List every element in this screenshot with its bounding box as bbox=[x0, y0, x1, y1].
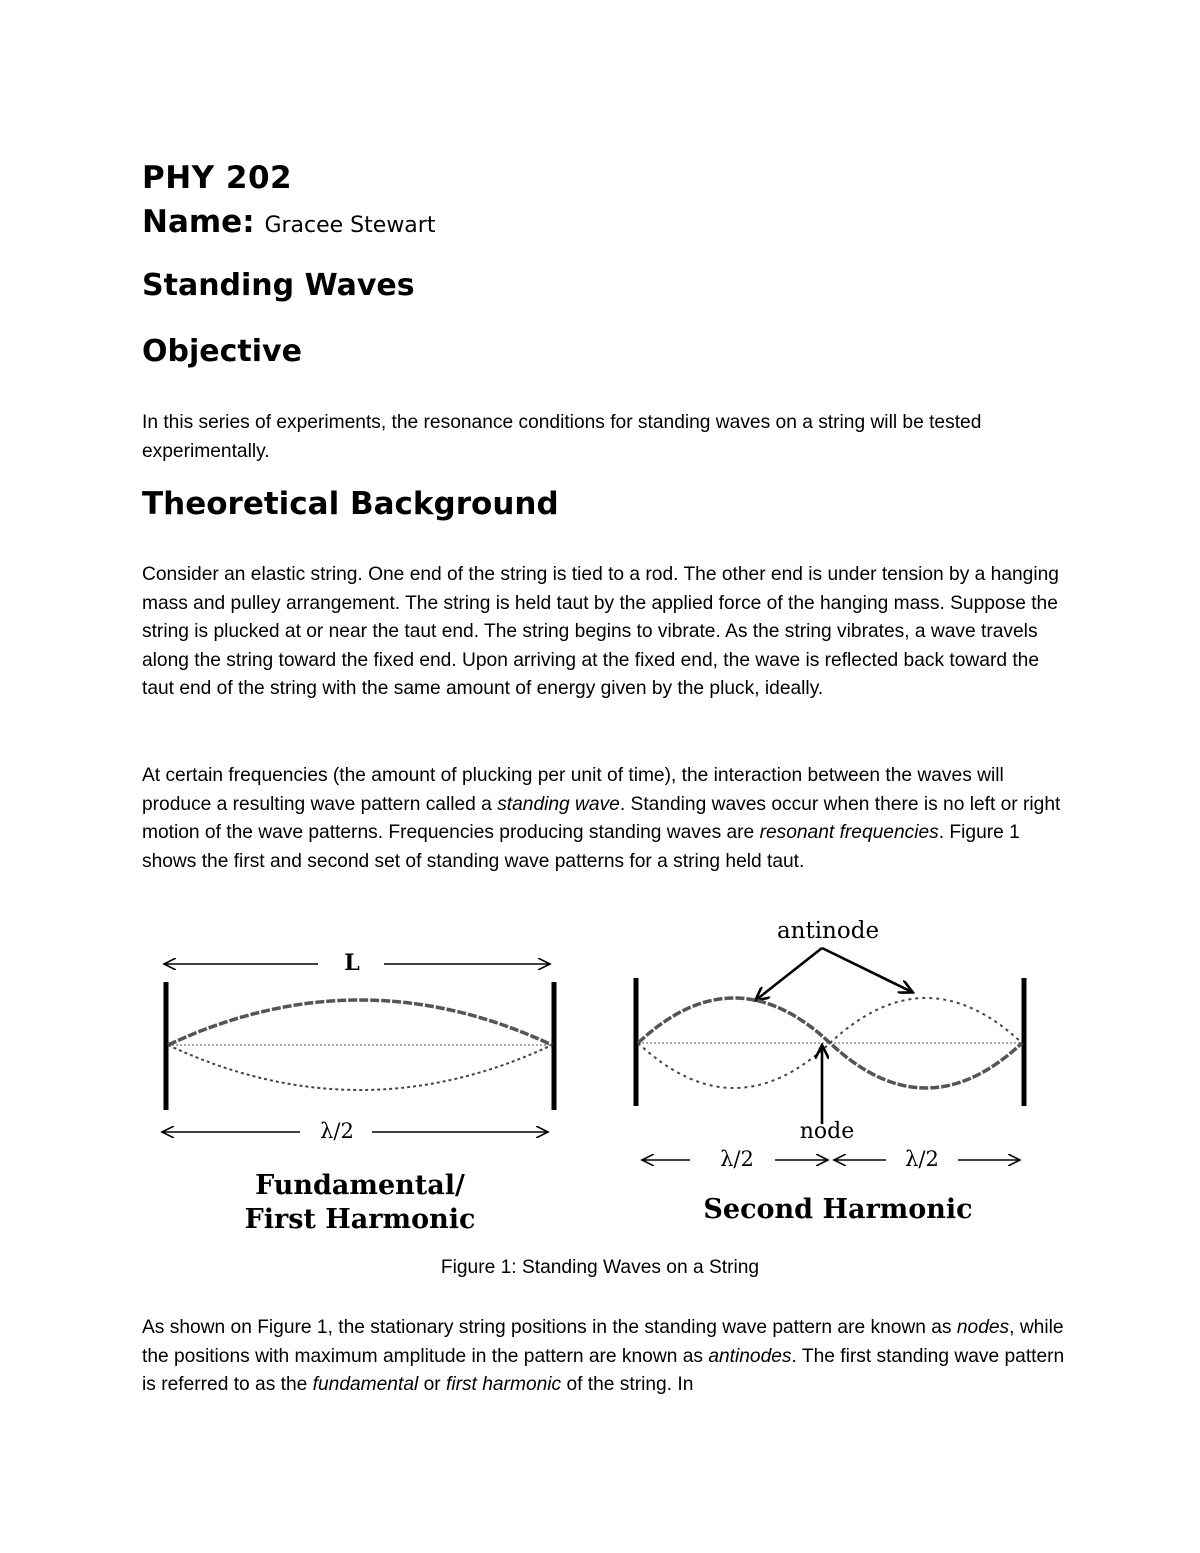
right-half-wave-label-2: λ/2 bbox=[905, 1147, 939, 1171]
term-nodes: nodes bbox=[956, 1317, 1010, 1338]
second-harmonic-title: Second Harmonic bbox=[703, 1194, 973, 1225]
document-title: Standing Waves bbox=[142, 268, 415, 303]
term-resonant-frequencies: resonant frequencies bbox=[759, 822, 939, 844]
p2-text-c: . Standing waves occur when there is no left or right motion of the wave patterns. Frequencies producing standing waves are bbox=[142, 793, 1061, 844]
antinode-arrow-2 bbox=[822, 948, 912, 992]
p3-text-g: or bbox=[418, 1374, 446, 1396]
theory-heading: Theoretical Background bbox=[142, 486, 559, 522]
p3-text-c: , while the positions with maximum amplitude in the pattern are known as bbox=[142, 1317, 1064, 1367]
p3-text-e: . The first standing wave pattern is referred to as the bbox=[142, 1345, 1065, 1396]
fundamental-title-line1: Fundamental/ bbox=[255, 1170, 465, 1201]
fundamental-diagram bbox=[162, 950, 554, 1235]
node-label: node bbox=[799, 1119, 855, 1144]
term-fundamental: fundamental bbox=[312, 1374, 419, 1396]
p3-text-i: of the string. In bbox=[561, 1374, 694, 1396]
length-label: L bbox=[344, 950, 360, 976]
p2-text-a: At certain frequencies (the amount of plucking per unit of time), the interaction between the waves will produce a resulting wave pattern called a bbox=[142, 765, 1004, 815]
theory-paragraph-2 bbox=[142, 762, 1072, 876]
half-wave-label-left: λ/2 bbox=[320, 1119, 354, 1143]
antinode-label: antinode bbox=[776, 918, 880, 944]
p2-text-e: . Figure 1 shows the first and second set of standing wave patterns for a string held taut. bbox=[142, 822, 1020, 872]
term-antinodes: antinodes bbox=[708, 1345, 792, 1367]
term-first-harmonic: first harmonic bbox=[445, 1374, 562, 1396]
fundamental-wave-upper bbox=[168, 1000, 552, 1045]
p3-text-a: As shown on Figure 1, the stationary string positions in the standing wave pattern are known as bbox=[142, 1317, 957, 1338]
second-harmonic-diagram bbox=[636, 918, 1024, 1225]
antinode-arrow-1 bbox=[756, 948, 822, 1000]
figure-svg bbox=[150, 912, 1050, 1242]
right-half-wave-label-1: λ/2 bbox=[720, 1147, 754, 1171]
objective-heading: Objective bbox=[142, 334, 302, 369]
name-label: Name: bbox=[142, 204, 255, 240]
course-heading: PHY 202 bbox=[142, 160, 293, 196]
term-standing-wave: standing wave bbox=[497, 793, 620, 815]
name-value: Gracee Stewart bbox=[264, 213, 436, 238]
objective-paragraph: In this series of experiments, the resonance conditions for standing waves on a string will be tested experimentally. bbox=[142, 412, 982, 462]
name-line bbox=[142, 204, 435, 240]
figure-standing-waves bbox=[150, 912, 1050, 1242]
fundamental-wave-lower bbox=[168, 1045, 552, 1090]
fundamental-title-line2: First Harmonic bbox=[244, 1204, 476, 1235]
figure-caption: Figure 1: Standing Waves on a String bbox=[440, 1257, 760, 1278]
theory-paragraph-1: Consider an elastic string. One end of the string is tied to a rod. The other end is under tension by a hanging mass and pulley arrangement. The string is held taut by the applied force of the hanging mass. Suppose the string is plucked at or near the taut end. The string begins to vibrate. As the string vibrates, a wave travels along the string toward the fixed end. Upon arriving at the fixed end, the wave is reflected back toward the taut end of the string with the same amount of energy given by the pluck, ideally. bbox=[142, 564, 1059, 700]
nodes-paragraph bbox=[142, 1314, 1072, 1400]
